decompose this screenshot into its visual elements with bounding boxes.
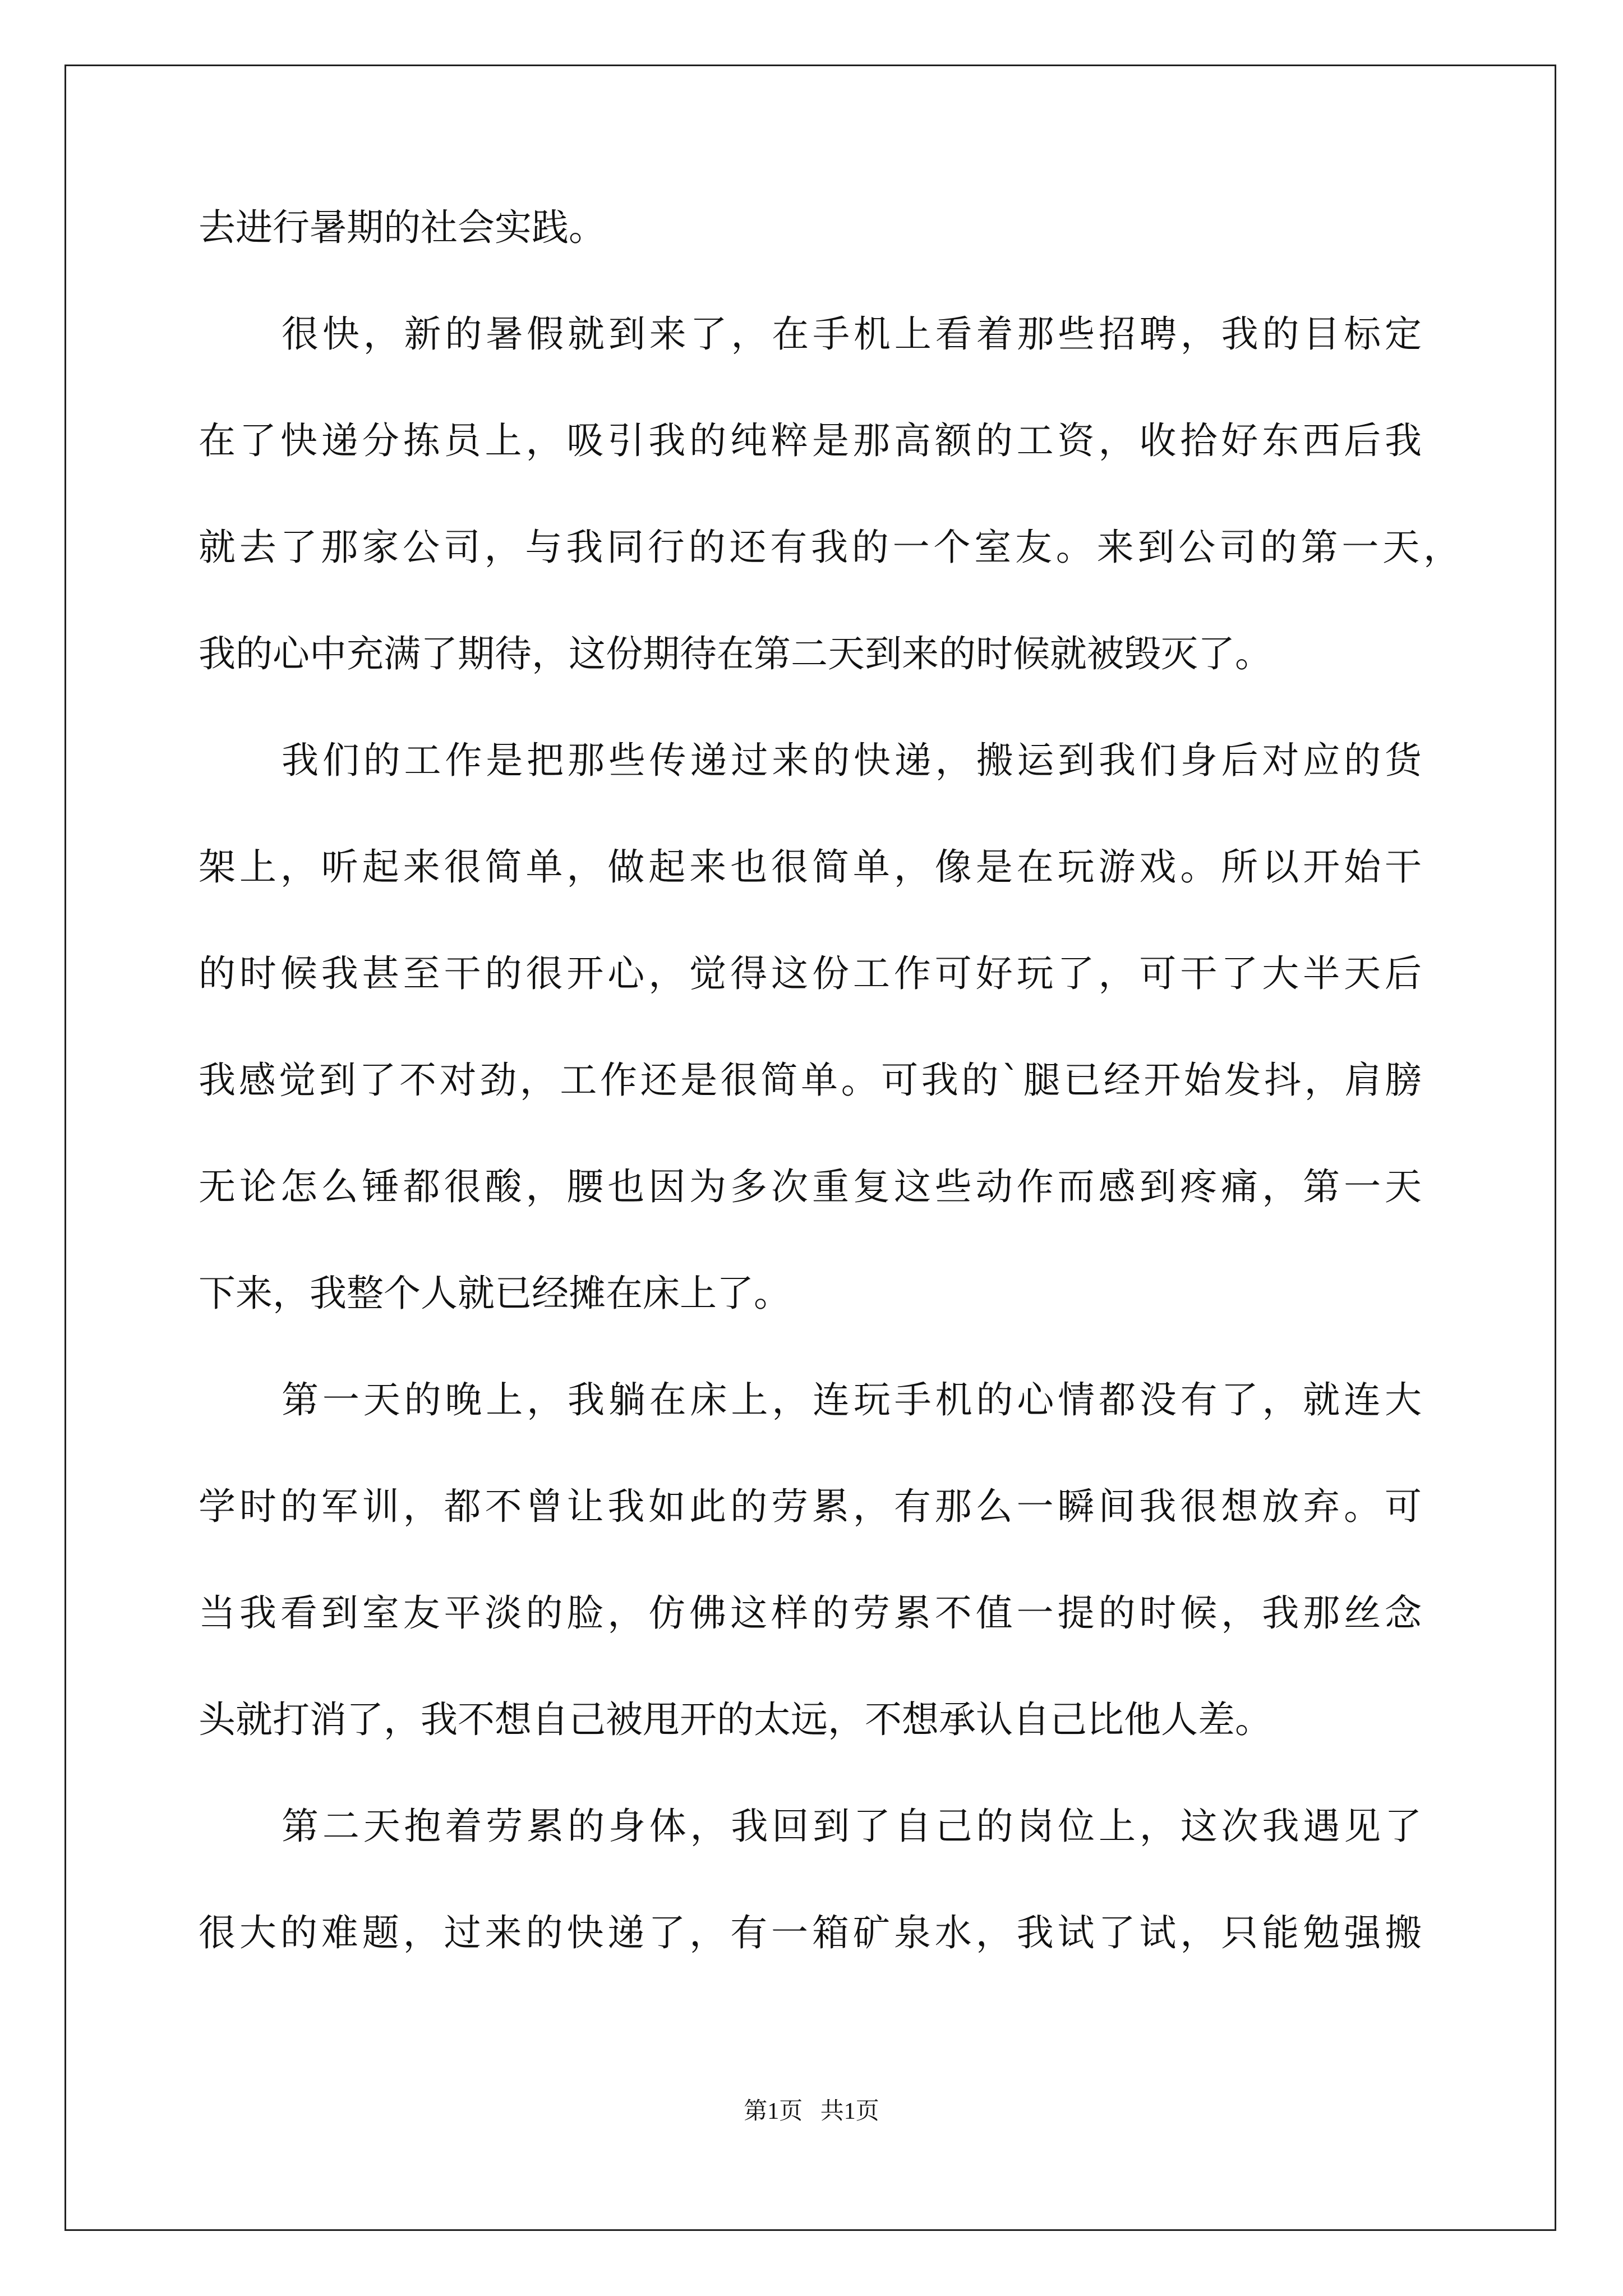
- text-line-6: 我们的工作是把那些传递过来的快递，搬运到我们身后对应的货: [282, 739, 1422, 782]
- text-line-12: 第一天的晚上，我躺在床上，连玩手机的心情都没有了，就连大: [282, 1378, 1422, 1421]
- text-line-15: 头就打消了，我不想自己被甩开的太远，不想承认自己比他人差。: [199, 1698, 1272, 1741]
- text-line-8: 的时候我甚至干的很开心，觉得这份工作可好玩了，可干了大半天后: [199, 952, 1422, 995]
- page-number-footer: 第1页 共1页: [744, 2099, 879, 2124]
- text-line-4: 就去了那家公司，与我同行的还有我的一个室友。来到公司的第一天，: [199, 526, 1460, 569]
- text-line-3: 在了快递分拣员上，吸引我的纯粹是那高额的工资，收拾好东西后我: [199, 419, 1422, 462]
- text-line-1: 去进行暑期的社会实践。: [199, 206, 606, 249]
- text-line-9: 我感觉到了不对劲，工作还是很简单。可我的`腿已经开始发抖，肩膀: [199, 1059, 1422, 1102]
- text-line-7: 架上，听起来很简单，做起来也很简单，像是在玩游戏。所以开始干: [199, 845, 1422, 889]
- text-line-11: 下来，我整个人就已经摊在床上了。: [199, 1272, 791, 1315]
- text-line-17: 很大的难题，过来的快递了，有一箱矿泉水，我试了试，只能勉强搬: [199, 1911, 1422, 1954]
- text-line-2: 很快，新的暑假就到来了，在手机上看着那些招聘，我的目标定: [282, 312, 1422, 356]
- text-line-16: 第二天抱着劳累的身体，我回到了自己的岗位上，这次我遇见了: [282, 1805, 1422, 1848]
- text-line-5: 我的心中充满了期待，这份期待在第二天到来的时候就被毁灭了。: [199, 632, 1272, 675]
- text-line-13: 学时的军训，都不曾让我如此的劳累，有那么一瞬间我很想放弃。可: [199, 1485, 1422, 1528]
- text-line-14: 当我看到室友平淡的脸，仿佛这样的劳累不值一提的时候，我那丝念: [199, 1591, 1422, 1635]
- text-line-10: 无论怎么锤都很酸，腰也因为多次重复这些动作而感到疼痛，第一天: [199, 1165, 1422, 1208]
